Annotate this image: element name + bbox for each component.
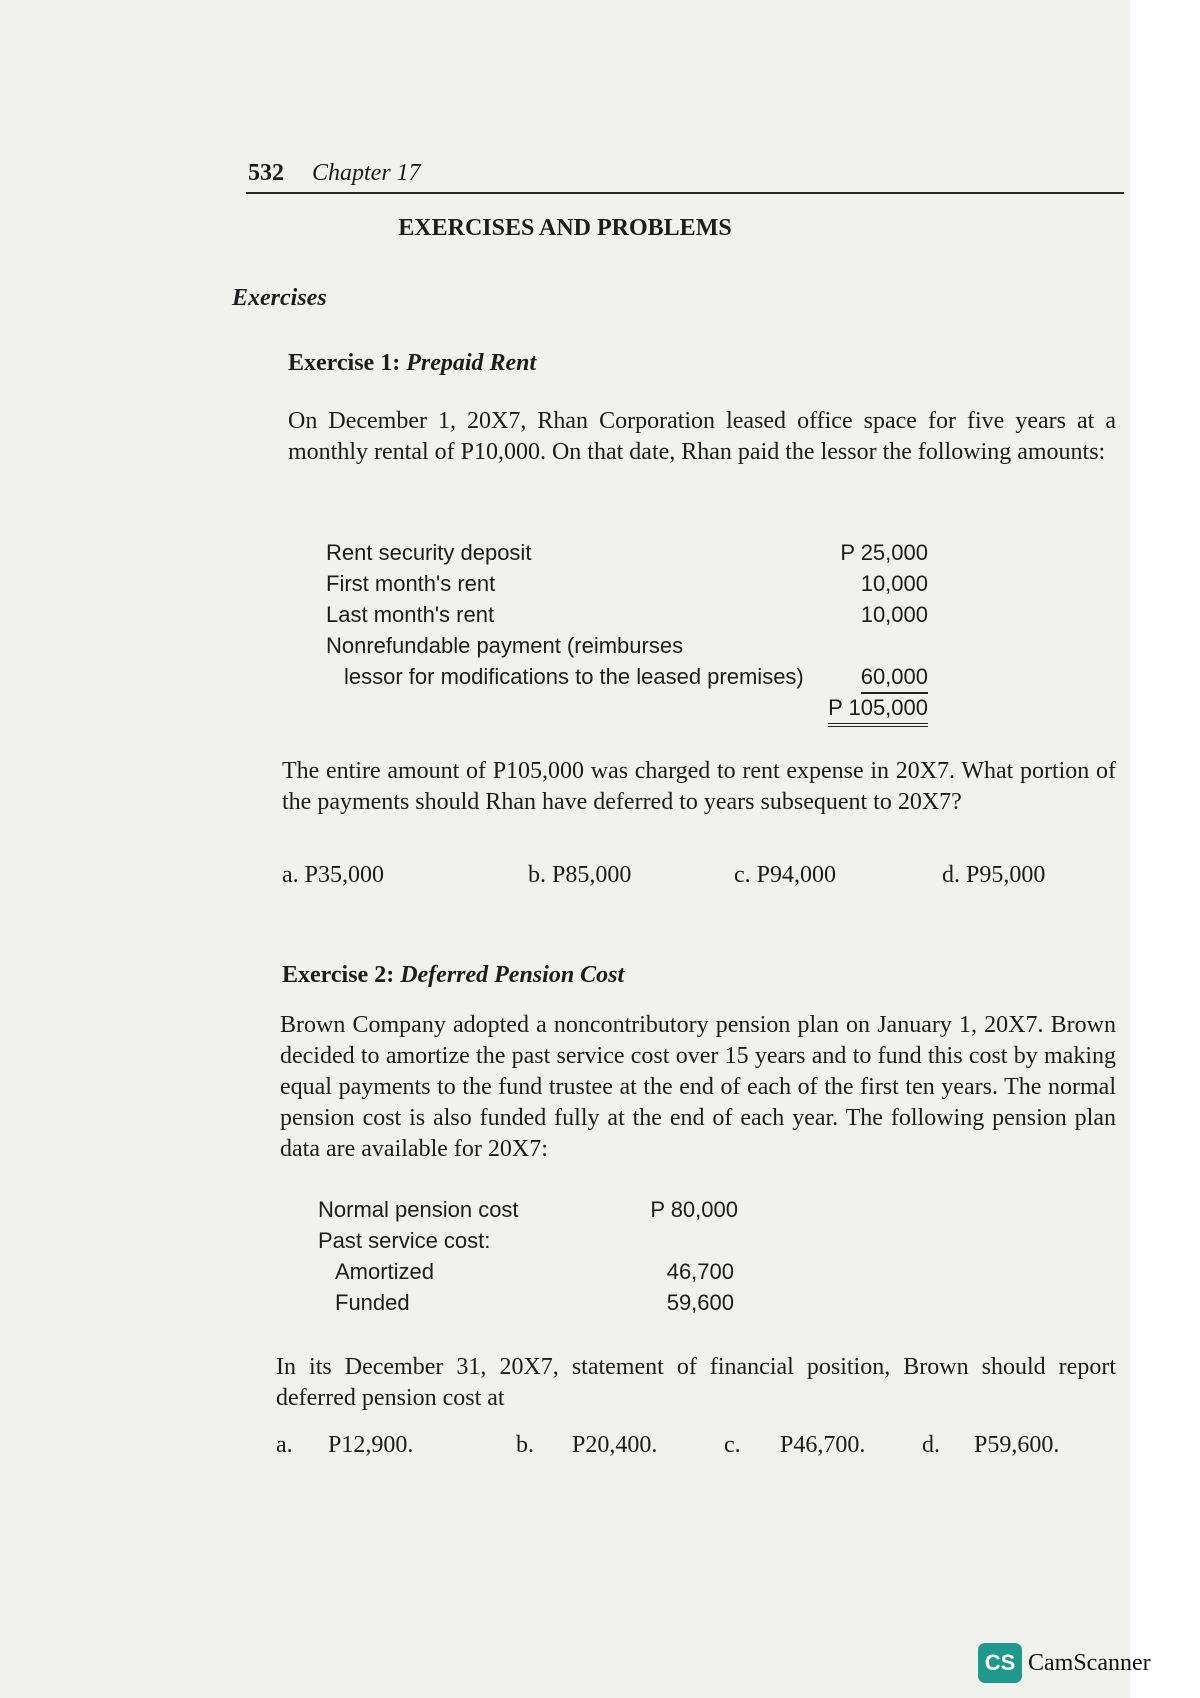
page-header (248, 160, 421, 187)
exercises-heading: Exercises (232, 285, 327, 311)
chapter-label: Chapter 17 (312, 160, 421, 186)
choice-a: a. P35,000 (282, 862, 384, 888)
schedule-row (326, 568, 938, 599)
section-title: EXERCISES AND PROBLEMS (398, 215, 732, 241)
exercise-1-choices (282, 862, 1112, 894)
choice-d-letter: d. (922, 1432, 940, 1458)
schedule-label: Last month's rent (326, 602, 495, 627)
choice-d: d. P95,000 (942, 862, 1046, 888)
schedule-row (326, 630, 938, 661)
exercise-1-schedule (326, 537, 938, 723)
exercise-2-choices (276, 1432, 1116, 1464)
choice-c-value: P46,700. (780, 1432, 866, 1458)
schedule-label: Past service cost: (318, 1228, 491, 1253)
exercise-2-schedule (318, 1194, 738, 1318)
choice-a-value: P12,900. (328, 1432, 414, 1458)
choice-d-value: P59,600. (974, 1432, 1060, 1458)
schedule-row (318, 1194, 738, 1225)
schedule-label: Rent security deposit (326, 540, 532, 565)
choice-b: b. P85,000 (528, 862, 632, 888)
schedule-total-row (326, 692, 938, 723)
schedule-row (318, 1256, 738, 1287)
schedule-label: First month's rent (326, 571, 496, 596)
choice-b-value: P20,400. (572, 1432, 658, 1458)
schedule-row (326, 537, 938, 568)
exercise-1-question: The entire amount of P105,000 was charged to rent expense in 20X7. What portion of the payments should Rhan have deferred to years subsequent to 20X7? (282, 758, 1116, 815)
exercise-1-intro: On December 1, 20X7, Rhan Corporation leased office space for five years at a monthly rental of P10,000. On that date, Rhan paid the lessor the following amounts: (288, 408, 1116, 465)
choice-b-letter: b. (516, 1432, 534, 1458)
exercise-1-label: Exercise 1: (288, 350, 401, 376)
schedule-amount: 46,700 (666, 1259, 734, 1284)
schedule-label: Nonrefundable payment (reimburses (326, 633, 684, 658)
choice-c-letter: c. (724, 1432, 741, 1458)
exercise-2-label: Exercise 2: (282, 962, 395, 988)
schedule-amount: P 80,000 (650, 1197, 738, 1222)
schedule-row (318, 1287, 738, 1318)
schedule-row (318, 1225, 738, 1256)
camscanner-logo-icon: CS (978, 1643, 1022, 1683)
schedule-label: Funded (335, 1290, 410, 1315)
schedule-row (326, 661, 938, 692)
camscanner-watermark: CamScanner (1028, 1650, 1151, 1676)
exercise-2-heading (282, 962, 624, 989)
exercise-2-question: In its December 31, 20X7, statement of financial position, Brown should report deferred pension cost at (276, 1354, 1116, 1411)
exercise-2-title: Deferred Pension Cost (400, 962, 625, 988)
page-number: 532 (248, 160, 284, 186)
schedule-amount: P 25,000 (840, 540, 928, 565)
schedule-row (326, 599, 938, 630)
header-rule (246, 192, 1124, 194)
scan-right-margin (1130, 0, 1200, 1698)
exercise-1-title: Prepaid Rent (406, 350, 537, 376)
schedule-amount: 60,000 (861, 661, 928, 694)
schedule-label: Normal pension cost (318, 1197, 519, 1222)
schedule-amount: 10,000 (860, 602, 928, 627)
choice-c: c. P94,000 (734, 862, 836, 888)
exercise-2-intro: Brown Company adopted a noncontributory pension plan on January 1, 20X7. Brown decided to amortize the past service cost over 15 years and to fund this cost by making equal payments to the fund trustee at the end of each of the first ten years. The normal pension cost is also funded fully at the end of each year. The following pension plan data are available for 20X7: (280, 1012, 1116, 1162)
schedule-label: lessor for modifications to the leased premises) (344, 664, 804, 689)
schedule-amount: 59,600 (666, 1290, 734, 1315)
schedule-amount: 10,000 (860, 571, 928, 596)
exercise-1-heading (288, 350, 536, 377)
choice-a-letter: a. (276, 1432, 293, 1458)
schedule-label: Amortized (335, 1259, 435, 1284)
schedule-total: P 105,000 (828, 692, 928, 727)
